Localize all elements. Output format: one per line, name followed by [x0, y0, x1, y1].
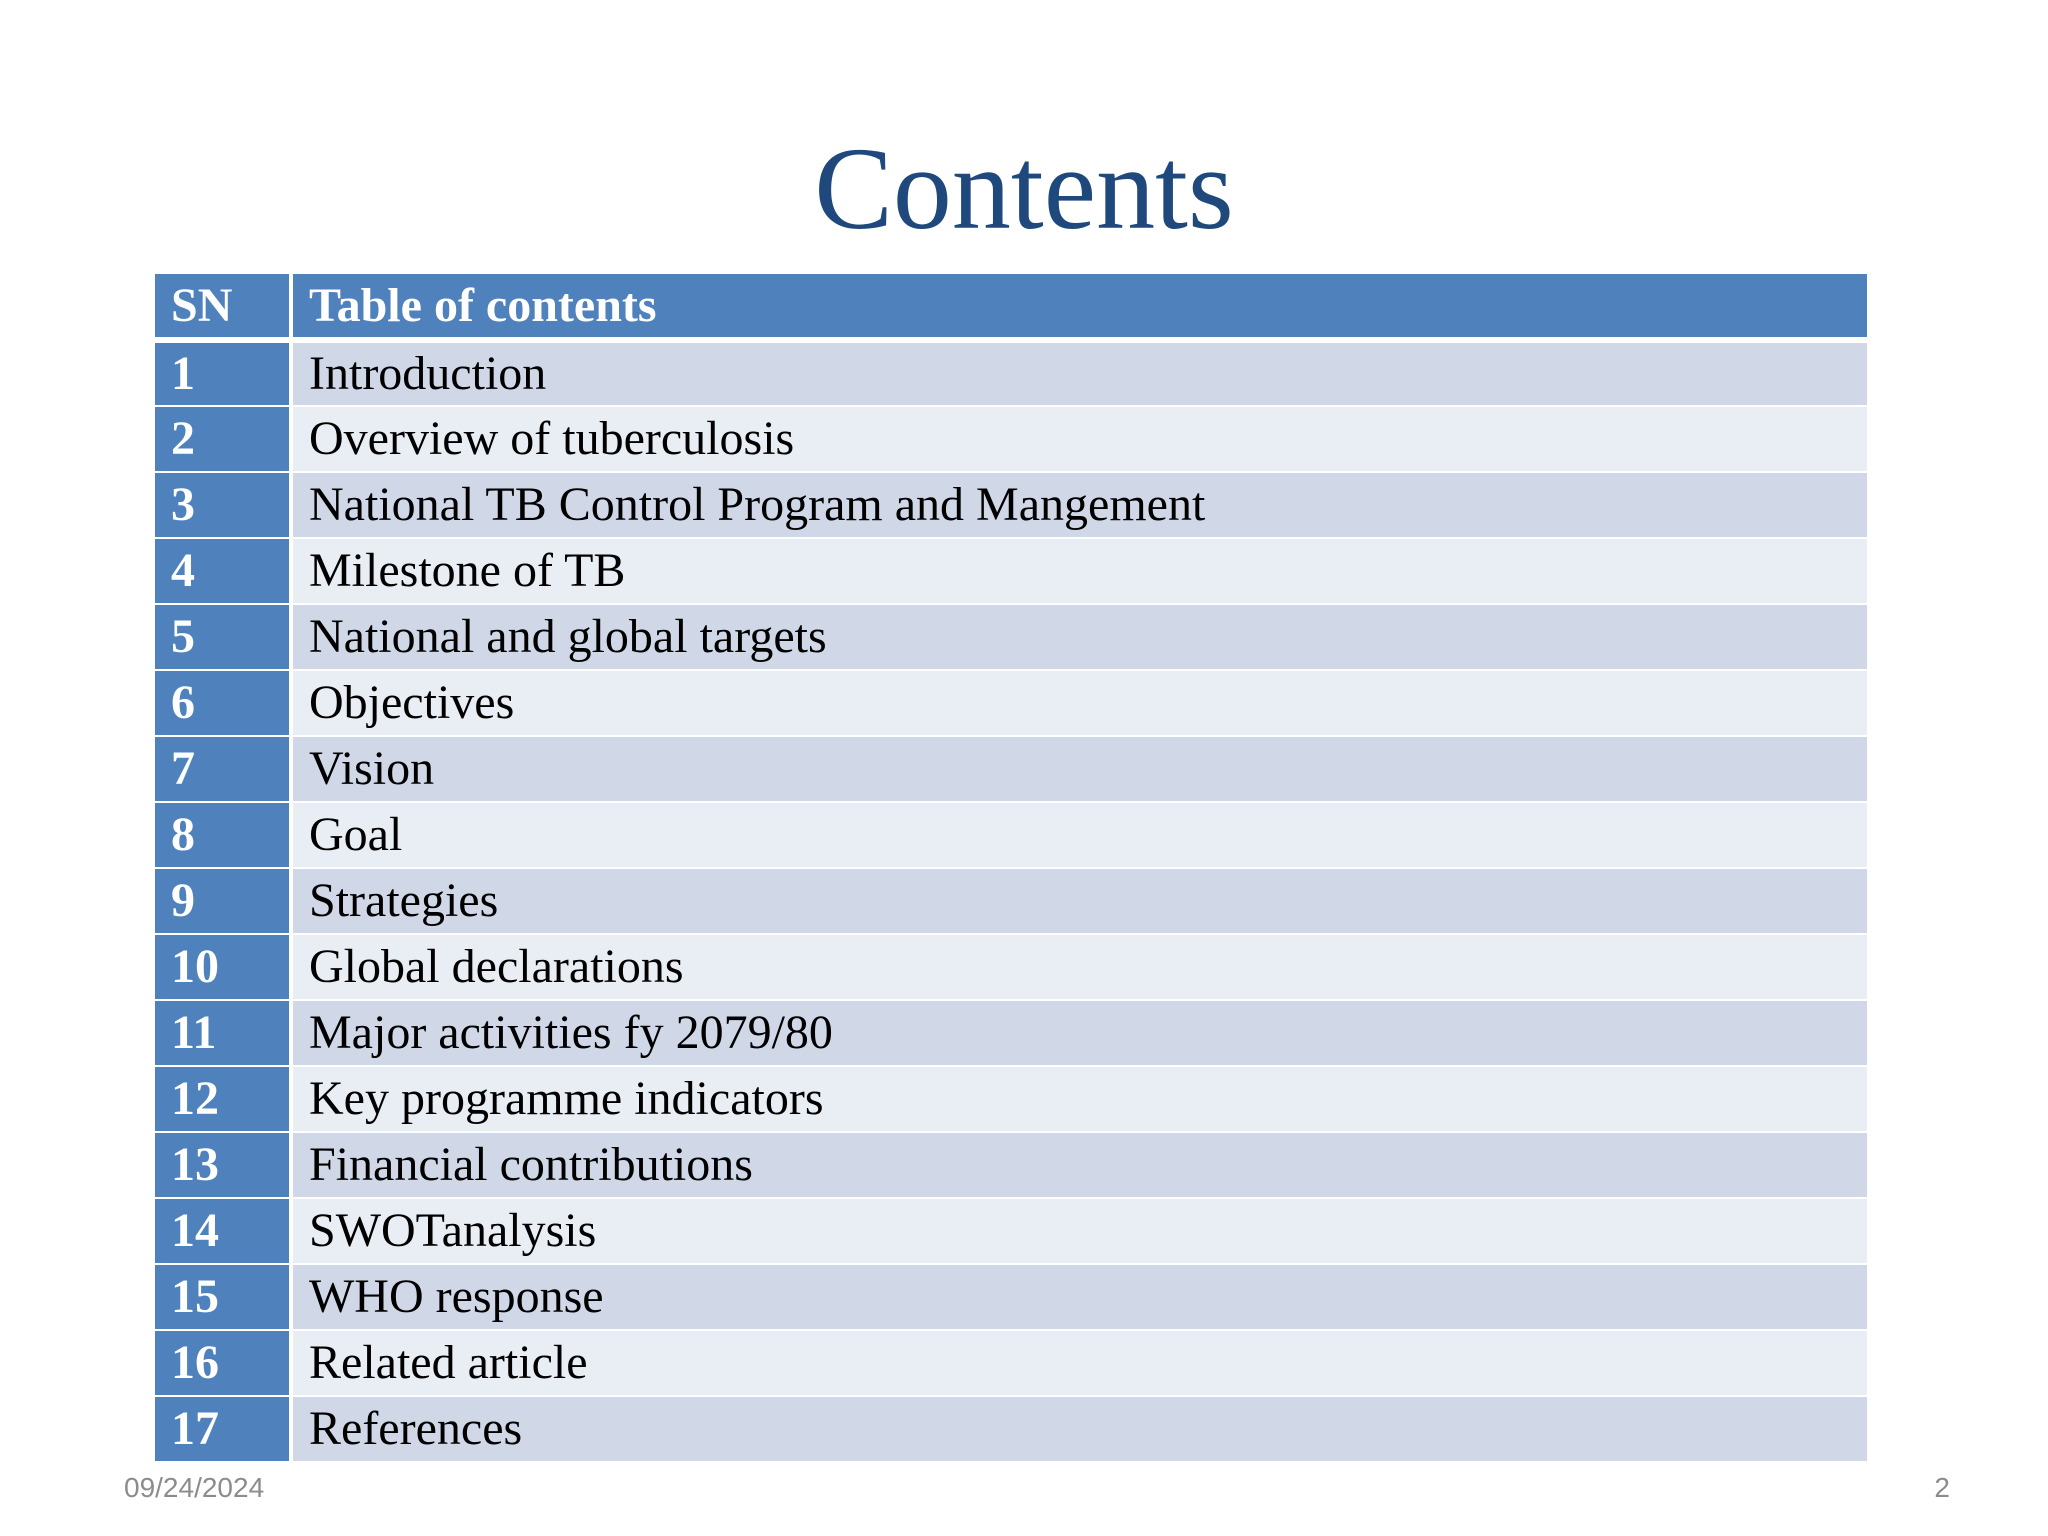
row-item: Major activities fy 2079/80	[291, 1000, 1867, 1066]
row-item: Global declarations	[291, 934, 1867, 1000]
row-sn: 16	[155, 1330, 291, 1396]
row-item: Objectives	[291, 670, 1867, 736]
row-item: Vision	[291, 736, 1867, 802]
row-sn: 1	[155, 340, 291, 406]
table-row	[155, 604, 1867, 670]
slide-title: Contents	[814, 123, 1234, 254]
row-sn: 12	[155, 1066, 291, 1132]
row-sn: 15	[155, 1264, 291, 1330]
row-item: WHO response	[291, 1264, 1867, 1330]
row-sn: 7	[155, 736, 291, 802]
row-item: Strategies	[291, 868, 1867, 934]
row-item: Goal	[291, 802, 1867, 868]
row-item: National TB Control Program and Mangement	[291, 472, 1867, 538]
row-item: Financial contributions	[291, 1132, 1867, 1198]
table-row	[155, 472, 1867, 538]
row-item: Related article	[291, 1330, 1867, 1396]
page-number: 2	[1934, 1472, 1950, 1503]
table-row	[155, 934, 1867, 1000]
row-sn: 13	[155, 1132, 291, 1198]
contents-table	[155, 274, 1867, 1463]
row-item: SWOTanalysis	[291, 1198, 1867, 1264]
table-row	[155, 1066, 1867, 1132]
table-row	[155, 670, 1867, 736]
row-sn: 8	[155, 802, 291, 868]
table-body	[155, 340, 1867, 1462]
row-item: Overview of tuberculosis	[291, 406, 1867, 472]
header-sn: SN	[155, 274, 291, 340]
table-row	[155, 1330, 1867, 1396]
table-row	[155, 1396, 1867, 1462]
table-header-row	[155, 274, 1867, 340]
row-sn: 17	[155, 1396, 291, 1462]
table-row	[155, 802, 1867, 868]
table-row	[155, 1000, 1867, 1066]
row-sn: 11	[155, 1000, 291, 1066]
row-sn: 3	[155, 472, 291, 538]
header-contents: Table of contents	[291, 274, 1867, 340]
row-sn: 14	[155, 1198, 291, 1264]
table-row	[155, 1132, 1867, 1198]
row-item: National and global targets	[291, 604, 1867, 670]
table-row	[155, 1198, 1867, 1264]
footer-date: 09/24/2024	[124, 1472, 265, 1503]
row-sn: 6	[155, 670, 291, 736]
row-item: Key programme indicators	[291, 1066, 1867, 1132]
row-sn: 10	[155, 934, 291, 1000]
row-item: References	[291, 1396, 1867, 1462]
row-sn: 5	[155, 604, 291, 670]
row-sn: 4	[155, 538, 291, 604]
row-item: Milestone of TB	[291, 538, 1867, 604]
table-row	[155, 406, 1867, 472]
row-sn: 2	[155, 406, 291, 472]
table-row	[155, 1264, 1867, 1330]
table-row	[155, 340, 1867, 406]
table-row	[155, 868, 1867, 934]
row-sn: 9	[155, 868, 291, 934]
table-row	[155, 538, 1867, 604]
row-item: Introduction	[291, 340, 1867, 406]
table-row	[155, 736, 1867, 802]
